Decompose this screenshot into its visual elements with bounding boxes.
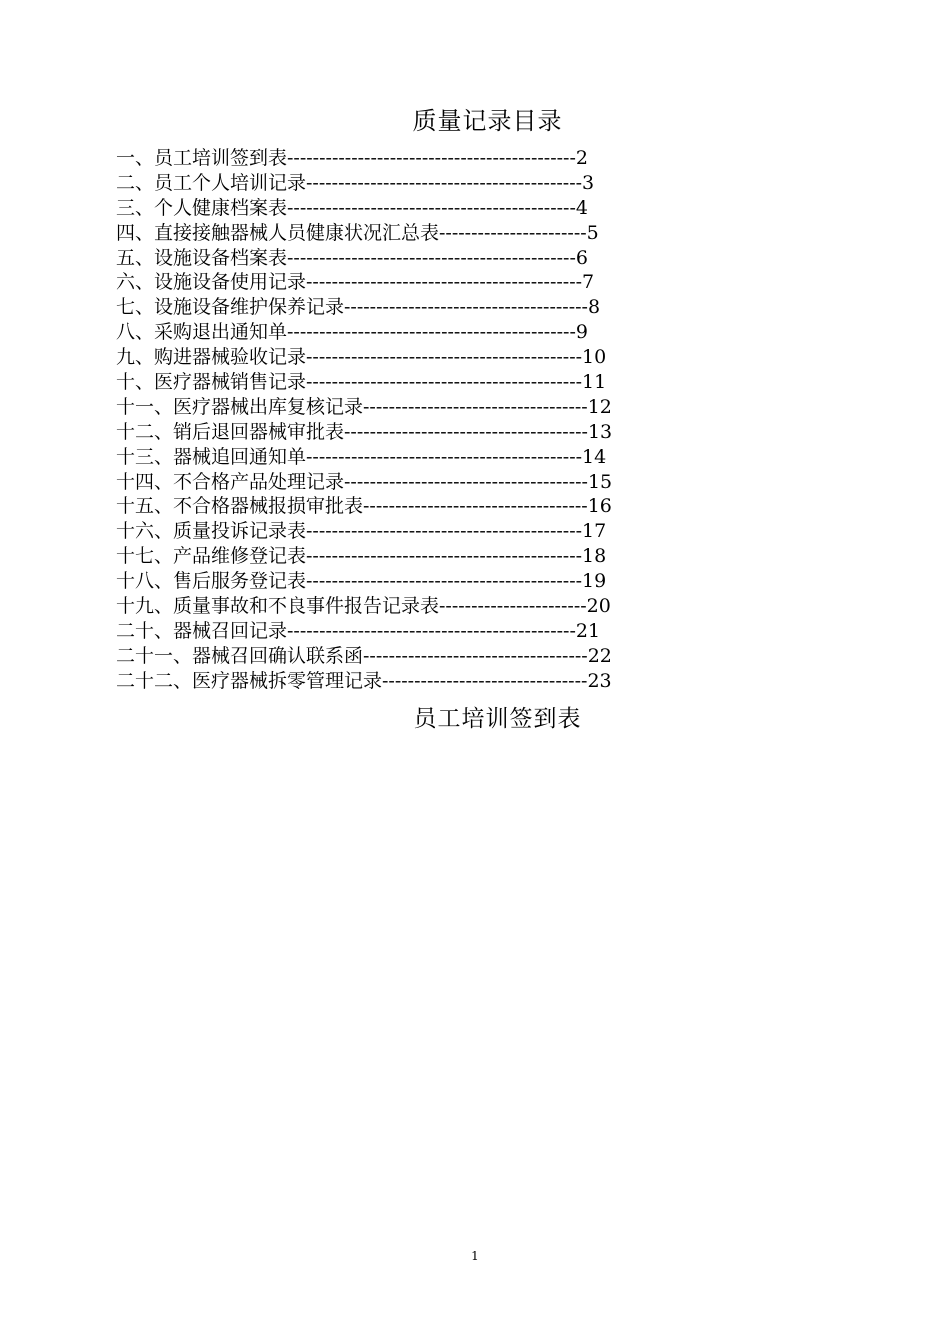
toc-entry[interactable]: 九、购进器械验收记录-------------------------------------------10 <box>116 346 607 369</box>
section-title: 员工培训签到表 <box>413 706 582 732</box>
toc-entry[interactable]: 十七、产品维修登记表-------------------------------------------18 <box>116 545 607 568</box>
toc-entry[interactable]: 七、设施设备维护保养记录--------------------------------------8 <box>116 296 601 319</box>
toc-entry[interactable]: 十六、质量投诉记录表-------------------------------------------17 <box>116 520 607 543</box>
toc-entry[interactable]: 十八、售后服务登记表-------------------------------------------19 <box>116 570 607 593</box>
toc-entry[interactable]: 二、员工个人培训记录-------------------------------------------3 <box>116 171 595 194</box>
toc-entry[interactable]: 五、设施设备档案表---------------------------------------------6 <box>116 246 588 269</box>
toc-entry[interactable]: 十一、医疗器械出库复核记录-----------------------------------12 <box>116 395 612 418</box>
toc-entry[interactable]: 八、采购退出通知单---------------------------------------------9 <box>116 321 588 344</box>
toc-entry[interactable]: 二十、器械召回记录---------------------------------------------21 <box>116 619 601 642</box>
toc-entry[interactable]: 十四、不合格产品处理记录--------------------------------------15 <box>116 470 613 493</box>
toc-entry[interactable]: 二十一、器械召回确认联系函-----------------------------------22 <box>116 644 612 667</box>
toc-entry[interactable]: 二十二、医疗器械拆零管理记录--------------------------------23 <box>116 669 612 692</box>
toc-entry[interactable]: 十九、质量事故和不良事件报告记录表-----------------------20 <box>116 595 611 618</box>
toc-entry[interactable]: 三、个人健康档案表---------------------------------------------4 <box>116 196 588 219</box>
page-title: 质量记录目录 <box>412 107 563 135</box>
toc-entry[interactable]: 十二、销后退回器械审批表--------------------------------------13 <box>116 420 613 443</box>
toc-entry[interactable]: 十、医疗器械销售记录-------------------------------------------11 <box>116 371 607 394</box>
toc-entry[interactable]: 十五、不合格器械报损审批表-----------------------------------16 <box>116 495 612 518</box>
page-number: 1 <box>471 1249 479 1263</box>
toc-entry[interactable]: 六、设施设备使用记录-------------------------------------------7 <box>116 271 595 294</box>
toc-entry[interactable]: 四、直接接触器械人员健康状况汇总表-----------------------5 <box>116 221 599 244</box>
table-of-contents <box>116 146 612 694</box>
toc-entry[interactable]: 十三、器械追回通知单-------------------------------------------14 <box>116 445 607 468</box>
toc-entry[interactable]: 一、员工培训签到表---------------------------------------------2 <box>116 147 588 169</box>
